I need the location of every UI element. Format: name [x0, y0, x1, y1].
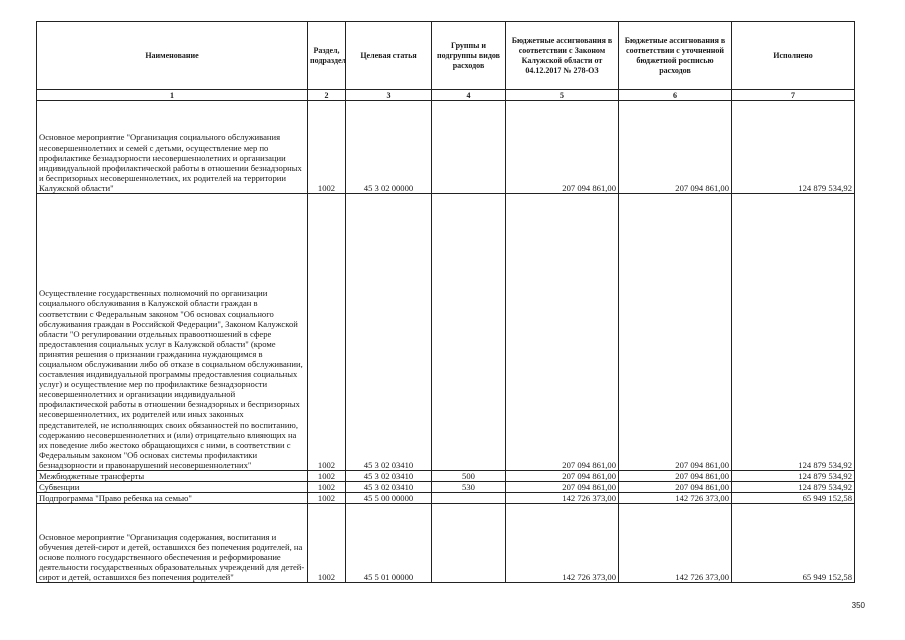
header-group: Группы и подгруппы видов расходов — [432, 22, 506, 90]
col-number: 7 — [732, 90, 855, 101]
row-law: 142 726 373,00 — [506, 504, 619, 583]
row-done: 65 949 152,58 — [732, 493, 855, 504]
row-target: 45 3 02 03410 — [346, 482, 432, 493]
table-row — [37, 493, 855, 504]
row-section: 1002 — [308, 471, 346, 482]
row-name: Субвенции — [37, 482, 308, 493]
row-name: Основное мероприятие "Организация содержания, воспитания и обучения детей-сирот и детей, оставшихся без попечения родителей, на основе полного государственного обеспечения и реформирование деятельности государственных образовательных учреждений для детей-сирот и детей, оставшихся без попечения родителей" — [37, 504, 308, 583]
header-law: Бюджетные ассигнования в соответствии с Законом Калужской области от 04.12.2017 № 278-ОЗ — [506, 22, 619, 90]
table-row — [37, 482, 855, 493]
row-law: 207 094 861,00 — [506, 471, 619, 482]
header-name: Наименование — [37, 22, 308, 90]
row-done: 124 879 534,92 — [732, 471, 855, 482]
row-plan: 207 094 861,00 — [619, 194, 732, 471]
row-section: 1002 — [308, 482, 346, 493]
row-law: 207 094 861,00 — [506, 194, 619, 471]
col-number: 5 — [506, 90, 619, 101]
header-section: Раздел, подраздел — [308, 22, 346, 90]
row-target: 45 3 02 00000 — [346, 101, 432, 194]
row-name: Основное мероприятие "Организация социального обслуживания несовершеннолетних и семей с детьми, осуществление мер по профилактике безнадзорности несовершеннолетних и организации индивидуальной профилактической работы в отношении безнадзорных и беспризорных несовершеннолетних, их родителей на территории Калужской области" — [37, 101, 308, 194]
row-group — [432, 194, 506, 471]
row-target: 45 5 01 00000 — [346, 504, 432, 583]
table-row — [37, 101, 855, 194]
row-group — [432, 101, 506, 194]
row-name: Подпрограмма "Право ребенка на семью" — [37, 493, 308, 504]
row-done: 124 879 534,92 — [732, 194, 855, 471]
table-row — [37, 471, 855, 482]
col-number: 2 — [308, 90, 346, 101]
row-law: 207 094 861,00 — [506, 101, 619, 194]
row-plan: 207 094 861,00 — [619, 471, 732, 482]
row-target: 45 5 00 00000 — [346, 493, 432, 504]
col-number: 1 — [37, 90, 308, 101]
row-section: 1002 — [308, 504, 346, 583]
row-group: 500 — [432, 471, 506, 482]
row-group — [432, 493, 506, 504]
row-name: Осуществление государственных полномочий по организации социального обслуживания в Калужской области граждан в соответствии с Федеральным законом "Об основах социального обслуживания граждан в Российской Федерации", Законом Калужской области "О регулировании отдельных правоотношений в сфере предоставления социальных услуг в Калужской области" (кроме принятия решения о признании гражданина нуждающимся в социальном обслуживании либо об отказе в социальном обслуживании, составления индивидуальной программы предоставления социальных услуг) и осуществление мер по профилактике безнадзорности несовершеннолетних и организации индивидуальной профилактической работы в отношении безнадзорных и беспризорных несовершеннолетних, их родителей или иных законных представителей, не исполняющих своих обязанностей по воспитанию, содержанию несовершеннолетних и (или) отрицательно влияющих на их поведение либо жестоко обращающихся с ними, в соответствии с Федеральным законом "Об основах системы профилактики безнадзорности и правонарушений несовершеннолетних" — [37, 194, 308, 471]
header-plan: Бюджетные ассигнования в соответствии с уточненной бюджетной росписью расходов — [619, 22, 732, 90]
table-row — [37, 504, 855, 583]
col-number: 4 — [432, 90, 506, 101]
page-number: 350 — [851, 601, 865, 610]
header-target: Целевая статья — [346, 22, 432, 90]
row-plan: 207 094 861,00 — [619, 101, 732, 194]
row-law: 207 094 861,00 — [506, 482, 619, 493]
col-number: 6 — [619, 90, 732, 101]
row-plan: 142 726 373,00 — [619, 504, 732, 583]
row-name: Межбюджетные трансферты — [37, 471, 308, 482]
row-target: 45 3 02 03410 — [346, 194, 432, 471]
row-section: 1002 — [308, 101, 346, 194]
row-target: 45 3 02 03410 — [346, 471, 432, 482]
header-done: Исполнено — [732, 22, 855, 90]
row-done: 65 949 152,58 — [732, 504, 855, 583]
row-done: 124 879 534,92 — [732, 482, 855, 493]
row-section: 1002 — [308, 194, 346, 471]
row-group: 530 — [432, 482, 506, 493]
row-law: 142 726 373,00 — [506, 493, 619, 504]
row-plan: 207 094 861,00 — [619, 482, 732, 493]
table-row — [37, 194, 855, 471]
column-number-row — [37, 90, 855, 101]
row-group — [432, 504, 506, 583]
row-section: 1002 — [308, 493, 346, 504]
row-plan: 142 726 373,00 — [619, 493, 732, 504]
header-row — [37, 22, 855, 90]
col-number: 3 — [346, 90, 432, 101]
row-done: 124 879 534,92 — [732, 101, 855, 194]
budget-table — [36, 21, 855, 583]
